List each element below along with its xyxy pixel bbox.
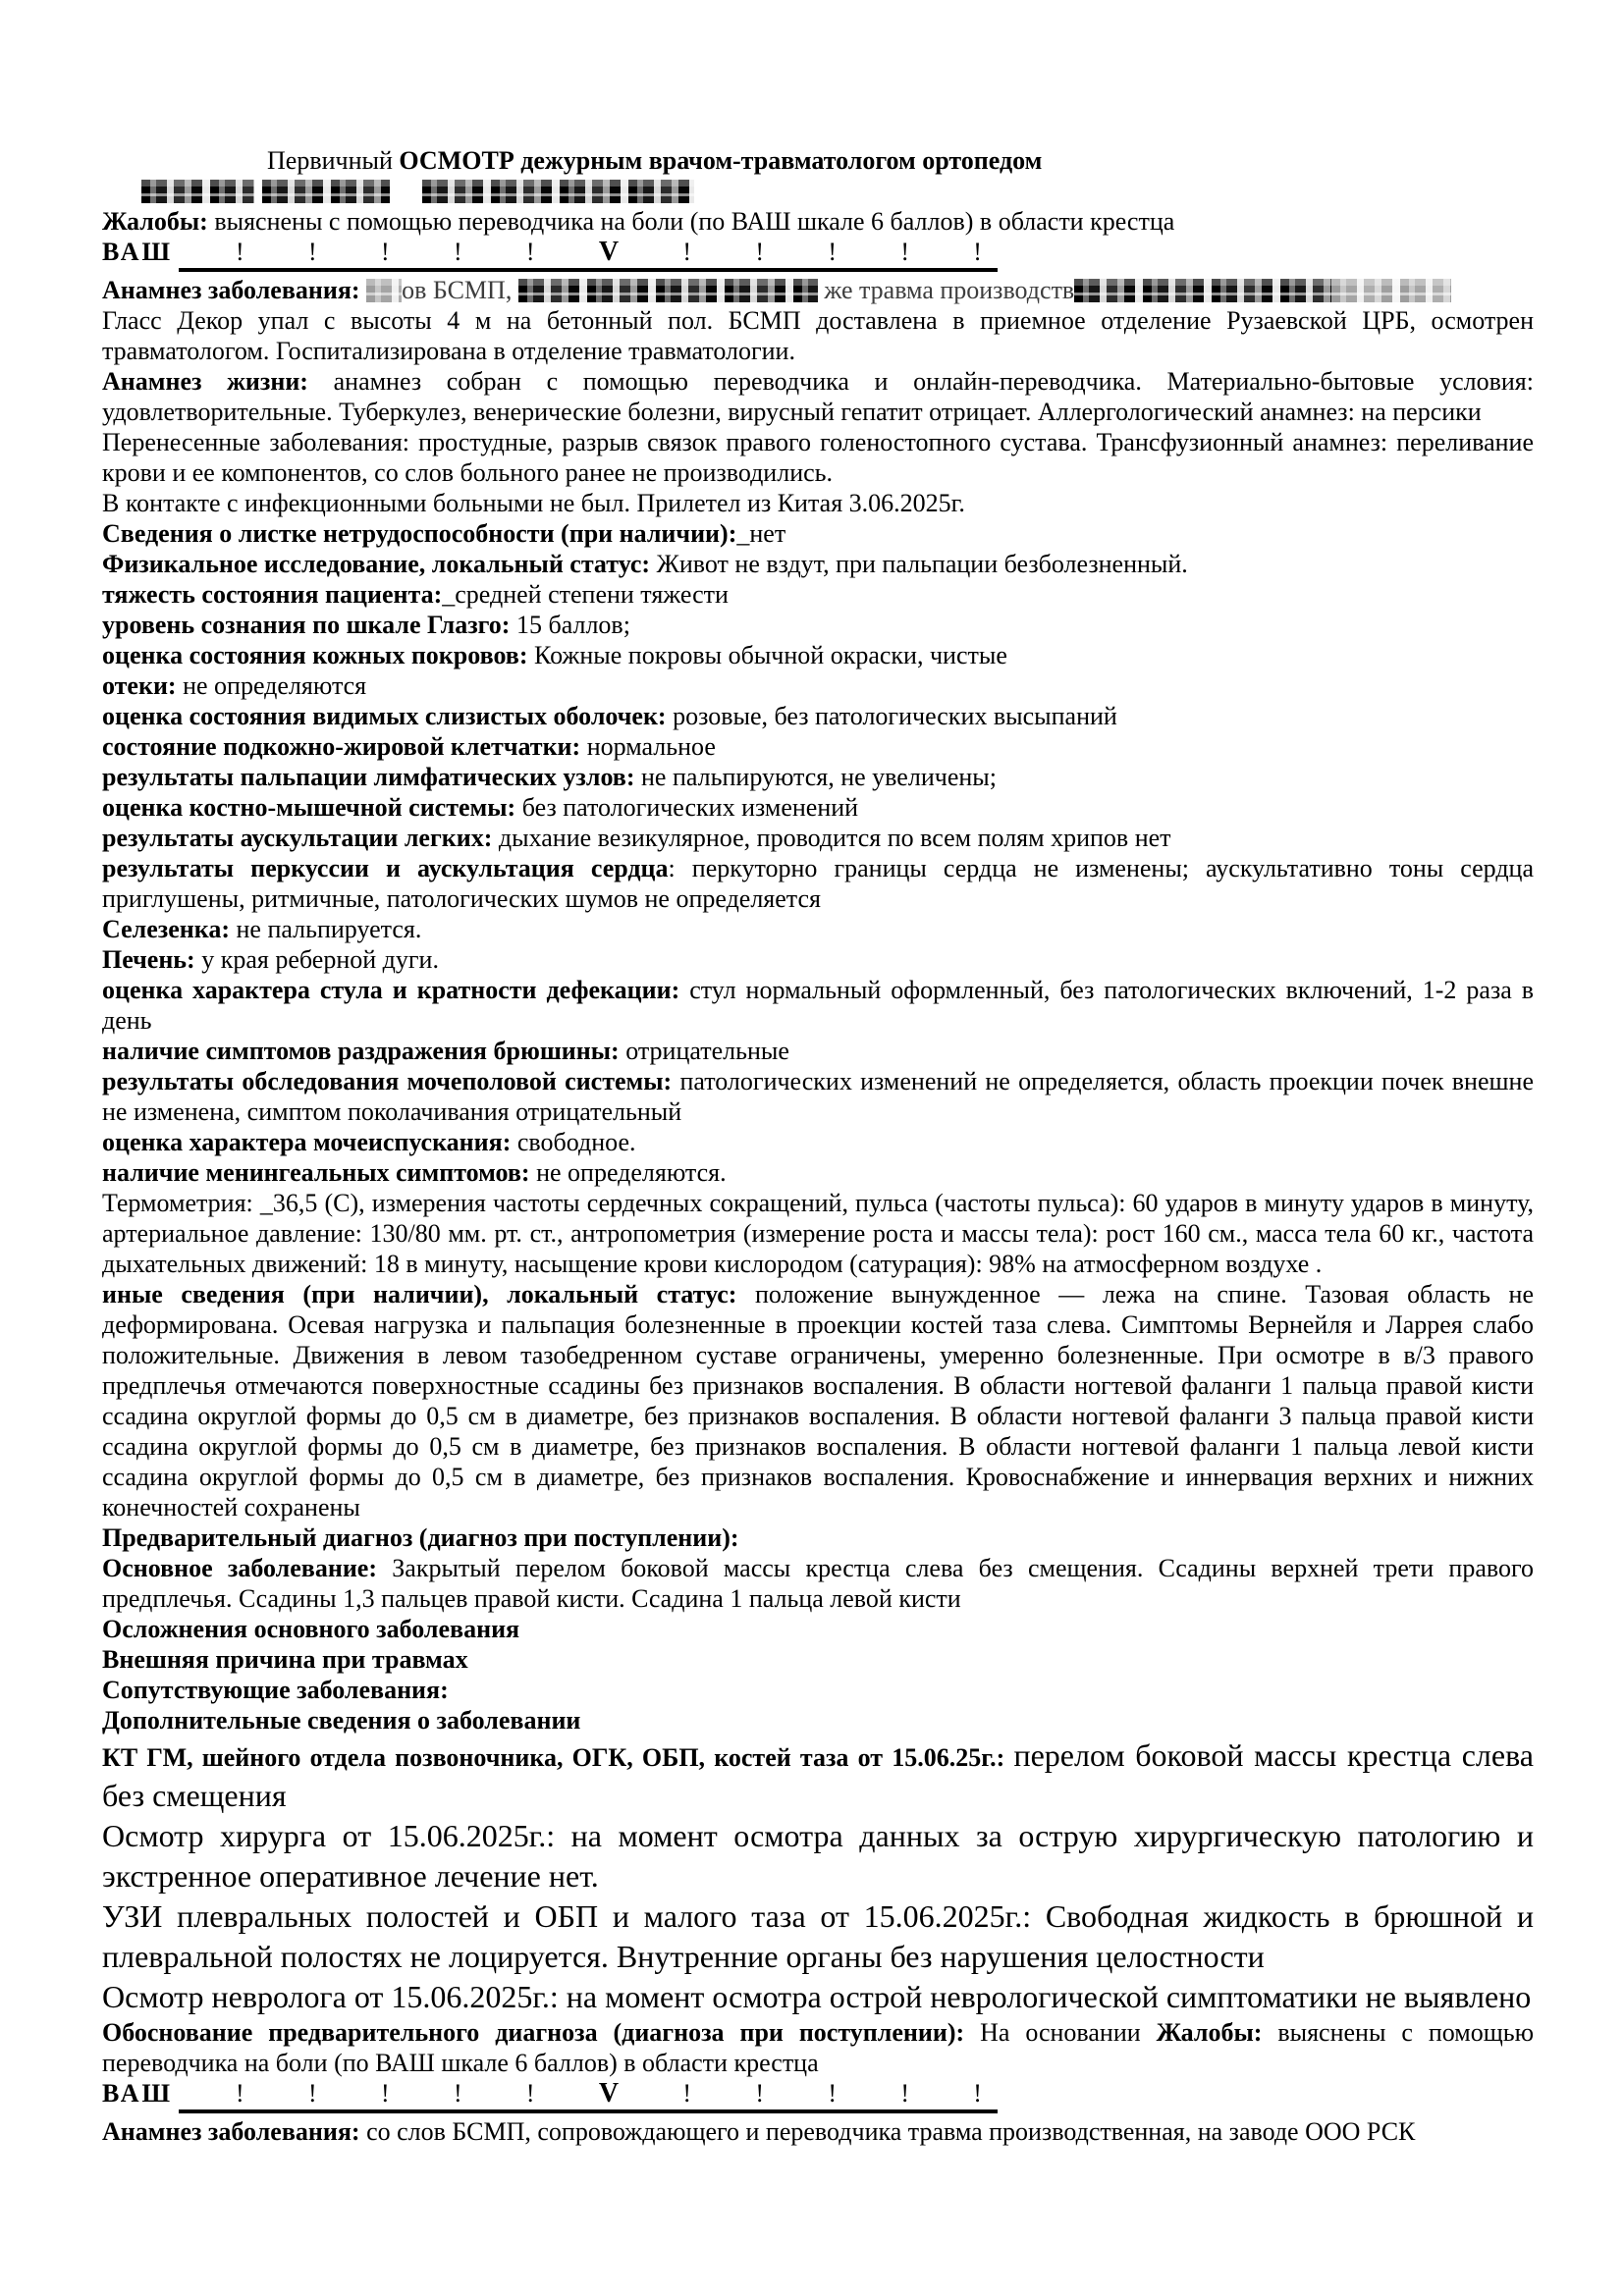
field-label: отеки: (102, 671, 184, 700)
field-value: УЗИ плевральных полостей и ОБП и малого таза от 15.06.2025г.: Свободная жидкость в брюшной и плевральной полостях не лоцируется. Внутренние органы без нарушения целостности (102, 1898, 1534, 1974)
field-value: ов БСМП, (402, 276, 518, 304)
skin-assessment (102, 640, 1534, 670)
document-body (102, 145, 1534, 2147)
vas-pointer-mark: V (598, 237, 620, 267)
vas-tick-mark: ! (828, 238, 838, 266)
field-value: Живот не вздут, при пальпации безболезненный. (656, 550, 1188, 578)
field-value: не определяются (183, 671, 367, 700)
field-value: Закрытый перелом боковой массы крестца слева без смещения. Ссадины верхней трети правого предплечья. Ссадины 1,3 пальцев правой кисти. Ссадина 1 пальца левой кисти (102, 1554, 1534, 1613)
vas-tick-mark: ! (380, 2079, 390, 2108)
field-value: : перкуторно границы сердца не изменены; аускультативно тоны сердца приглушены, ритмичные, патологических шумов не определяется (102, 854, 1534, 913)
redacted-text-block (141, 180, 254, 203)
anamnesis-disease-repeat (102, 2116, 1534, 2147)
field-label: результаты обследования мочеполовой системы: (102, 1067, 680, 1095)
field-value: без патологических изменений (521, 793, 859, 822)
field-value: _средней степени тяжести (442, 580, 729, 609)
peritoneal-irritation (102, 1036, 1534, 1066)
field-label: Жалобы: (102, 207, 215, 236)
past-diseases (102, 427, 1534, 488)
vas-scale-label: ВАШ (102, 2079, 174, 2108)
field-value: не определяются. (536, 1158, 727, 1187)
field-label: Физикальное исследование, локальный статус: (102, 550, 657, 578)
field-label: оценка характера стула и кратности дефекации: (102, 976, 690, 1004)
field-label: КТ ГМ, шейного отдела позвоночника, ОГК, ОБП, костей таза от 15.06.25г.: (102, 1743, 1014, 1772)
vas-tick-mark: ! (525, 238, 535, 266)
field-label: Внешняя причина при травмах (102, 1645, 468, 1674)
field-value: положение вынужденное — лежа на спине. Тазовая область не деформирована. Осевая нагрузка и пальпация болезненные в проекции костей таза слева. Симптомы Вернейля и Ларрея слабо положительные. Движения в левом тазобедренном суставе ограничены, умеренно болезненные. При осмотре в в/3 правого предплечья отмечаются поверхностные ссадины без признаков воспаления. В области ногтевой фаланги 1 пальца правой кисти ссадина округлой формы до 0,5 см в диаметре, без признаков воспаления. В области ногтевой фаланги 3 пальца правой кисти ссадина округлой формы до 0,5 см в диаметре, без признаков воспаления. В области ногтевой фаланги 1 пальца левой кисти ссадина округлой формы до 0,5 см в диаметре, без признаков воспаления. Кровоснабжение и иннервация верхних и нижних конечностей сохранены (102, 1280, 1535, 1522)
spleen (102, 914, 1534, 944)
vas-tick-mark: ! (900, 238, 909, 266)
field-label: Сопутствующие заболевания: (102, 1676, 449, 1704)
field-label: уровень сознания по шкале Глазго: (102, 611, 516, 639)
anamnesis-life (102, 366, 1534, 427)
field-value: перелом боковой массы крестца слева без смещения (102, 1737, 1534, 1813)
musculoskeletal-system (102, 792, 1534, 823)
field-label: результаты пальпации лимфатических узлов: (102, 763, 642, 791)
neurologist-examination (102, 1977, 1534, 2017)
vas-tick-mark: ! (973, 2079, 982, 2108)
vas-scale-line (179, 237, 998, 272)
redacted-text-block (262, 180, 390, 203)
urination-assessment (102, 1127, 1534, 1157)
field-value: выяснены с помощью переводчика на боли (по ВАШ шкале 6 баллов) в области крестца (102, 2018, 1534, 2077)
vas-tick-mark: ! (682, 238, 692, 266)
mucous-membranes (102, 701, 1534, 731)
redacted-text-block (518, 279, 818, 302)
field-value: На основании (980, 2018, 1157, 2047)
vas-scale-line (179, 2078, 998, 2113)
infection-contact (102, 488, 1534, 518)
field-value: выяснены с помощью переводчика на боли (по ВАШ шкале 6 баллов) в области крестца (214, 207, 1175, 236)
field-value: Осмотр невролога от 15.06.2025г.: на момент осмотра острой неврологической симптоматики не выявлено (102, 1979, 1532, 2014)
field-value: Термометрия: _36,5 (С), измерения частоты сердечных сокращений, пульса (частоты пульса): 60 ударов в минуту ударов в минуту, артериальное давление: 130/80 мм. рт. ст., антропометрия (измерение роста и массы тела): рост 160 см., масса тела 60 кг., частота дыхательных движений: 18 в минуту, насыщение крови кислородом (сатурация): 98% на атмосферном воздухе . (102, 1189, 1534, 1278)
vas-tick-mark: ! (308, 2079, 317, 2108)
vas-tick-mark: ! (682, 2079, 692, 2108)
field-value: отрицательные (625, 1037, 789, 1065)
external-cause-header (102, 1644, 1534, 1675)
complaints-line (102, 206, 1534, 237)
field-value: Кожные покровы обычной окраски, чистые (534, 641, 1007, 669)
field-value: розовые, без патологических высыпаний (673, 702, 1117, 730)
field-value: Гласс Декор упал с высоты 4 м на бетонный пол. БСМП доставлена в приемное отделение Рузаевской ЦРБ, осмотрен травматологом. Госпитализирована в отделение травматологии. (102, 306, 1534, 365)
field-label: наличие симптомов раздражения брюшины: (102, 1037, 626, 1065)
field-value: В контакте с инфекционными больными не был. Прилетел из Китая 3.06.2025г. (102, 489, 965, 517)
vas-tick-mark: ! (525, 2079, 535, 2108)
vas-tick-mark: ! (973, 238, 982, 266)
field-label: наличие менингеальных симптомов: (102, 1158, 537, 1187)
liver (102, 944, 1534, 975)
field-label: Анамнез заболевания: (102, 276, 367, 304)
field-value: патологических изменений не определяется, область проекции почек внешне не изменена, симптом поколачивания отрицательный (102, 1067, 1534, 1126)
field-label: Селезенка: (102, 915, 237, 943)
field-value: у края реберной дуги. (201, 945, 439, 974)
field-value: со слов БСМП, сопровождающего и переводчика травма производственная, на заводе ООО РСК (366, 2117, 1416, 2146)
field-label: Анамнез заболевания: (102, 2117, 367, 2146)
anamnesis-disease-redacted-line (102, 275, 1534, 305)
document-title (102, 145, 1534, 176)
vas-scale-label: ВАШ (102, 238, 174, 266)
field-label: состояние подкожно-жировой клетчатки: (102, 732, 587, 761)
field-value: же травма производств (817, 276, 1075, 304)
redacted-text-block (1331, 279, 1451, 302)
vas-tick-mark: ! (828, 2079, 838, 2108)
edema (102, 670, 1534, 701)
sick-leave-info (102, 518, 1534, 549)
ct-results (102, 1735, 1534, 1816)
field-value: стул нормальный оформленный, без патологических включений, 1-2 раза в день (102, 976, 1534, 1035)
field-label: оценка характера мочеиспускания: (102, 1128, 517, 1156)
field-label: оценка состояния видимых слизистых оболочек: (102, 702, 674, 730)
field-label: иные сведения (при наличии), локальный статус: (102, 1280, 756, 1308)
preliminary-diagnosis-header (102, 1522, 1534, 1553)
stool-assessment (102, 975, 1534, 1036)
meningeal-symptoms (102, 1157, 1534, 1188)
anamnesis-disease-continuation (102, 305, 1534, 366)
vas-tick-mark: ! (236, 238, 244, 266)
field-value: не пальпируются, не увеличены; (641, 763, 997, 791)
field-label: Дополнительные сведения о заболевании (102, 1706, 581, 1735)
heart-percussion-auscultation (102, 853, 1534, 914)
concomitant-diseases-header (102, 1675, 1534, 1705)
field-label: оценка костно-мышечной системы: (102, 793, 522, 822)
field-value: дыхание везикулярное, проводится по всем полям хрипов нет (498, 824, 1171, 852)
field-value: 15 баллов; (515, 611, 630, 639)
redacted-text-block (366, 279, 402, 302)
main-disease (102, 1553, 1534, 1614)
redacted-text-block (422, 180, 694, 203)
vas-tick-mark: ! (900, 2079, 909, 2108)
vitals-thermometry (102, 1188, 1534, 1279)
lung-auscultation (102, 823, 1534, 853)
field-value: нормальное (586, 732, 716, 761)
field-label: Осложнения основного заболевания (102, 1615, 520, 1643)
field-label: Основное заболевание: (102, 1554, 393, 1582)
field-value: Перенесенные заболевания: простудные, разрыв связок правого голеностопного сустава. Трансфузионный анамнез: переливание крови и ее компонентов, со слов больного ранее не производились. (102, 428, 1534, 487)
field-label: тяжесть состояния пациента: (102, 580, 443, 609)
complications-header (102, 1614, 1534, 1644)
vas-tick-mark: ! (453, 238, 462, 266)
redacted-text-block (1074, 279, 1331, 302)
surgeon-examination (102, 1816, 1534, 1896)
local-status (102, 1279, 1534, 1522)
patient-condition-severity (102, 579, 1534, 610)
glasgow-scale (102, 610, 1534, 640)
field-label: Жалобы: (1156, 2018, 1278, 2047)
vas-tick-mark: ! (755, 2079, 765, 2108)
vas-tick-mark: ! (755, 238, 765, 266)
vas-tick-mark: ! (380, 238, 390, 266)
field-value: Первичный (267, 146, 400, 175)
field-label: ОСМОТР дежурным врачом-травматологом ортопедом (399, 146, 1043, 175)
physical-examination (102, 549, 1534, 579)
genitourinary-system (102, 1066, 1534, 1127)
vas-tick-mark: ! (308, 238, 317, 266)
field-value: _нет (736, 519, 786, 548)
field-label: Предварительный диагноз (диагноз при поступлении): (102, 1523, 739, 1552)
ultrasound-results (102, 1896, 1534, 1977)
redacted-patient-line (102, 176, 1534, 206)
vas-pointer-mark: V (598, 2078, 620, 2109)
subcutaneous-fat (102, 731, 1534, 762)
field-label: результаты перкуссии и аускультация сердца (102, 854, 669, 882)
field-label: результаты аускультации легких: (102, 824, 499, 852)
vas-scale-1 (102, 237, 1534, 275)
field-label: Печень: (102, 945, 202, 974)
vas-tick-mark: ! (236, 2079, 244, 2108)
field-value: анамнез собран с помощью переводчика и онлайн-переводчика. Материально-бытовые условия: удовлетворительные. Туберкулез, венерические болезни, вирусный гепатит отрицает. Аллергологический анамнез: на персики (102, 367, 1534, 426)
field-label: оценка состояния кожных покровов: (102, 641, 535, 669)
diagnosis-justification (102, 2017, 1534, 2078)
vas-tick-mark: ! (453, 2079, 462, 2108)
field-value: не пальпируется. (236, 915, 422, 943)
field-label: Анамнез жизни: (102, 367, 334, 396)
field-value: Осмотр хирурга от 15.06.2025г.: на момент осмотра данных за острую хирургическую патологию и экстренное оперативное лечение нет. (102, 1818, 1534, 1894)
field-value: свободное. (516, 1128, 636, 1156)
lymph-nodes (102, 762, 1534, 792)
field-label: Обоснование предварительного диагноза (диагноза при поступлении): (102, 2018, 981, 2047)
vas-scale-2 (102, 2078, 1534, 2116)
additional-info-header (102, 1705, 1534, 1735)
field-label: Сведения о листке нетрудоспособности (при наличии): (102, 519, 737, 548)
